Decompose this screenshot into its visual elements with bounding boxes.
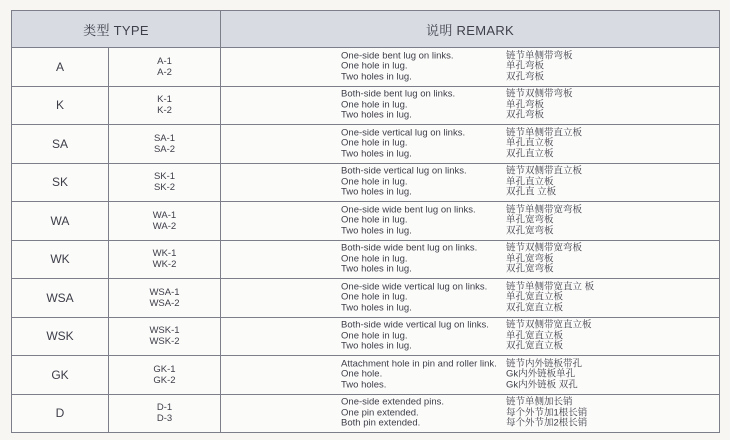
- remark-english-line: Two holes in lug.: [341, 109, 412, 121]
- remark-chinese-line: 链节单侧带弯板: [506, 50, 573, 61]
- variant-codes: [109, 317, 221, 356]
- variant-code: D-3: [156, 413, 173, 425]
- remark-english-line: Two holes in lug.: [341, 186, 412, 198]
- remark-chinese-line: 单孔宽直立板: [506, 291, 564, 303]
- remark-chinese-line: 链节单侧加长销: [506, 396, 573, 408]
- remark-chinese: [506, 205, 582, 237]
- remark-english: [341, 128, 465, 160]
- remark-chinese-line: 双孔直 立板: [506, 186, 557, 198]
- remark-english: [341, 51, 453, 83]
- remark-chinese: [506, 128, 582, 160]
- remark-english: [341, 359, 497, 391]
- remark-chinese-line: 双孔弯板: [506, 71, 545, 82]
- type-code: D: [12, 394, 109, 433]
- variant-code: WA-1: [152, 209, 177, 221]
- remark-english-line: Two holes in lug.: [341, 263, 412, 275]
- variant-codes: [109, 356, 221, 395]
- variant-codes: [109, 279, 221, 318]
- remark-chinese-line: 链节双侧带弯板: [506, 88, 573, 100]
- remark-chinese-line: 单孔宽弯板: [506, 253, 554, 264]
- variant-codes: [109, 394, 221, 433]
- variant-codes: [109, 163, 221, 202]
- remark-chinese-line: 双孔宽直立板: [506, 302, 564, 313]
- remark-chinese-line: 链节双侧带直立板: [506, 165, 583, 177]
- variant-code: WA-2: [152, 220, 177, 232]
- remark-english: [341, 282, 487, 314]
- variant-code: GK-2: [153, 374, 176, 386]
- remark-english-line: Two holes in lug.: [341, 71, 412, 82]
- type-code: WK: [12, 240, 109, 279]
- remark-chinese-line: 链节单侧带宽直立 板: [506, 281, 595, 292]
- remark-english-line: One hole.: [341, 368, 383, 380]
- remark-chinese-line: 链节双侧带宽直立板: [506, 319, 592, 331]
- remark-english-line: Attachment hole in pin and roller link.: [341, 358, 497, 369]
- variant-code: A-2: [157, 66, 172, 78]
- remark-english-line: One hole in lug.: [341, 330, 408, 341]
- remark-cell: [221, 240, 720, 279]
- variant-code: WSK-1: [149, 325, 180, 337]
- remark-english-line: One-side wide vertical lug on links.: [341, 281, 488, 292]
- remark-english-line: One pin extended.: [341, 407, 419, 418]
- remark-english-line: One hole in lug.: [341, 253, 408, 264]
- table-row: [12, 394, 720, 433]
- remark-chinese: [506, 51, 573, 83]
- type-code: SK: [12, 163, 109, 202]
- type-code: SA: [12, 125, 109, 164]
- variant-code: K-2: [157, 105, 172, 117]
- remark-chinese-line: 单孔宽直立板: [506, 330, 564, 341]
- remark-cell: [221, 202, 720, 241]
- remark-english-line: Two holes.: [341, 379, 387, 390]
- remark-chinese-line: 单孔宽弯板: [506, 214, 554, 226]
- remark-chinese: [506, 282, 594, 314]
- table-row: [12, 48, 720, 87]
- remark-column-header: 说明 REMARK: [221, 11, 720, 48]
- table-row: [12, 125, 720, 164]
- remark-cell: [221, 86, 720, 125]
- table-row: [12, 356, 720, 395]
- remark-english-line: Both-side vertical lug on links.: [341, 165, 467, 177]
- table-row: [12, 163, 720, 202]
- table-header-row: [12, 11, 720, 48]
- remark-chinese: [506, 359, 582, 391]
- variant-code: SA-1: [153, 132, 176, 144]
- remark-chinese-line: 链节单侧带直立板: [506, 127, 583, 138]
- remark-english-line: One hole in lug.: [341, 137, 408, 149]
- variant-codes: [109, 48, 221, 87]
- remark-chinese-line: 双孔宽直立板: [506, 340, 564, 352]
- remark-cell: [221, 394, 720, 433]
- variant-code: D-1: [156, 402, 173, 414]
- remark-chinese-line: 链节双侧带宽弯板: [506, 242, 583, 254]
- remark-english-line: Both-side wide vertical lug on links.: [341, 319, 489, 331]
- remark-english: [341, 167, 467, 199]
- remark-english-line: Both pin extended.: [341, 417, 421, 429]
- remark-english-line: One-side wide bent lug on links.: [341, 204, 476, 215]
- variant-code: WK-1: [152, 248, 177, 260]
- remark-chinese-line: Gk内外链板 双孔: [506, 379, 578, 390]
- variant-code: SK-1: [153, 171, 176, 183]
- remark-cell: [221, 317, 720, 356]
- remark-chinese-line: 链节单侧带宽弯板: [506, 204, 583, 215]
- variant-code: WSK-2: [149, 336, 180, 348]
- remark-english-line: One hole in lug.: [341, 176, 408, 187]
- remark-english: [341, 398, 444, 430]
- remark-chinese: [506, 244, 582, 276]
- remark-chinese-line: 单孔直立板: [506, 137, 554, 149]
- remark-chinese: [506, 321, 592, 353]
- remark-english-line: Both-side wide bent lug on links.: [341, 242, 478, 254]
- remark-cell: [221, 356, 720, 395]
- remark-english-line: One-side vertical lug on links.: [341, 127, 466, 138]
- remark-chinese-line: 双孔弯板: [506, 109, 545, 121]
- remark-chinese-line: 双孔宽弯板: [506, 263, 554, 275]
- type-code: A: [12, 48, 109, 87]
- remark-english-line: Two holes in lug.: [341, 225, 412, 236]
- remark-chinese-line: 双孔直立板: [506, 148, 554, 159]
- remark-chinese-line: 双孔宽弯板: [506, 225, 554, 236]
- remark-cell: [221, 163, 720, 202]
- variant-codes: [109, 125, 221, 164]
- remark-english: [341, 90, 455, 122]
- remark-english: [341, 321, 489, 353]
- variant-code: WK-2: [152, 259, 177, 271]
- remark-chinese-line: 每个外节加2根长销: [506, 417, 588, 429]
- remark-chinese-line: 每个外节加1根长销: [506, 407, 588, 418]
- variant-codes: [109, 202, 221, 241]
- type-code: GK: [12, 356, 109, 395]
- table-row: [12, 202, 720, 241]
- attachment-type-table: [11, 10, 720, 433]
- remark-english-line: Two holes in lug.: [341, 148, 412, 159]
- variant-code: A-1: [157, 55, 172, 67]
- variant-code: K-1: [157, 94, 172, 106]
- remark-english-line: One-side bent lug on links.: [341, 50, 454, 61]
- remark-chinese: [506, 90, 573, 122]
- table-row: [12, 86, 720, 125]
- remark-cell: [221, 48, 720, 87]
- type-column-header: 类型 TYPE: [12, 11, 221, 48]
- remark-cell: [221, 125, 720, 164]
- remark-english-line: One hole in lug.: [341, 214, 408, 226]
- remark-english: [341, 244, 477, 276]
- remark-chinese-line: Gk内外链板单孔: [506, 368, 576, 380]
- type-code: WSA: [12, 279, 109, 318]
- variant-code: GK-1: [153, 363, 176, 375]
- variant-code: WSA-2: [149, 297, 180, 309]
- remark-chinese-line: 链节内外链板带孔: [506, 358, 583, 369]
- table-row: [12, 317, 720, 356]
- remark-chinese: [506, 398, 587, 430]
- remark-english: [341, 205, 476, 237]
- remark-english-line: Two holes in lug.: [341, 340, 412, 352]
- remark-english-line: Both-side bent lug on links.: [341, 88, 456, 100]
- variant-code: SK-2: [153, 182, 176, 194]
- remark-chinese-line: 单孔弯板: [506, 60, 545, 72]
- variant-code: WSA-1: [149, 286, 180, 298]
- variant-code: SA-2: [153, 143, 176, 155]
- remark-english-line: One hole in lug.: [341, 99, 408, 110]
- type-code: WA: [12, 202, 109, 241]
- type-code: WSK: [12, 317, 109, 356]
- remark-english-line: One hole in lug.: [341, 60, 408, 72]
- variant-codes: [109, 240, 221, 279]
- table-body: [12, 48, 720, 433]
- remark-chinese-line: 单孔弯板: [506, 99, 545, 110]
- variant-codes: [109, 86, 221, 125]
- table-row: [12, 279, 720, 318]
- remark-chinese-line: 单孔直立板: [506, 176, 554, 187]
- remark-chinese: [506, 167, 582, 199]
- type-code: K: [12, 86, 109, 125]
- remark-english-line: Two holes in lug.: [341, 302, 412, 313]
- remark-cell: [221, 279, 720, 318]
- remark-english-line: One-side extended pins.: [341, 396, 444, 408]
- remark-english-line: One hole in lug.: [341, 291, 408, 303]
- table-row: [12, 240, 720, 279]
